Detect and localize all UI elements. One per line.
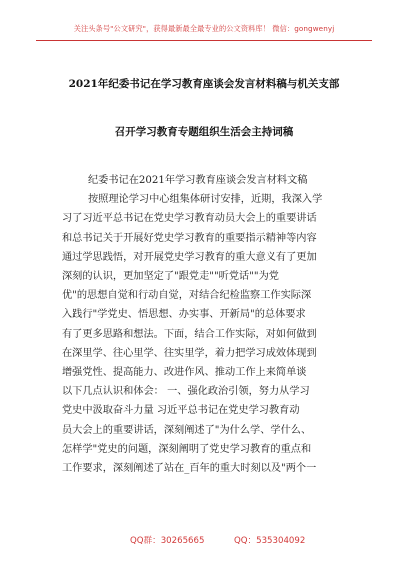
body-line: 以下几点认识和体会： 一、强化政治引领，努力从学习	[62, 386, 310, 398]
body-line: 优"的思想自觉和行动自觉，对结合纪检监察工作实际深	[62, 290, 312, 302]
qq-group-number: QQ群：30265665	[130, 536, 205, 546]
document-title: 2021年纪委书记在学习教育座谈会发言材料稿与机关支部	[68, 78, 340, 90]
body-line: 员大会上的重要讲话，深刻阐述了"为什么学、学什么、	[62, 424, 312, 436]
body-line: 按照理论学习中心组集体研讨安排，近期，我深入学	[88, 194, 323, 206]
body-line: 深刻的认识，更加坚定了"跟党走""听党话""为党	[62, 271, 279, 283]
body-line: 工作要求，深刻阐述了站在_百年的重大时刻以及"两个一	[62, 463, 317, 475]
body-line: 和总书记关于开展好党史学习教育的重要指示精神等内容	[62, 232, 317, 244]
body-line: 纪委书记在2021年学习教育座谈会发言材料文稿	[88, 175, 308, 186]
document-body	[62, 171, 348, 478]
document-subtitle: 召开学习教育专题组织生活会主持词稿	[114, 126, 294, 138]
body-line: 通过学思践悟，对开展党史学习教育的重大意义有了更加	[62, 251, 317, 263]
header-banner: 关注头条号"公文研究"，获得最新最全最专业的公文资料库！ 微信：gongwenyj	[73, 24, 335, 33]
body-line: 习了习近平总书记在党史学习教育动员大会上的重要讲话	[62, 213, 317, 225]
body-line: 增强党性、提高能力、改进作风、推动工作上来简单谈	[62, 367, 307, 379]
body-line: 入践行"学党史、悟思想、办实事、开新局"的总体要求	[62, 309, 306, 321]
qq-number: QQ：535304092	[234, 536, 306, 546]
body-line: 在深里学、往心里学、往实里学，着力把学习成效体现到	[62, 347, 317, 359]
header-divider	[36, 40, 372, 41]
body-line: 有了更多思路和想法。下面，结合工作实际，对如何做到	[62, 328, 317, 340]
body-line: 怎样学"党史的问题，深刻阐明了党史学习教育的重点和	[62, 443, 312, 455]
body-line: 党史中汲取奋斗力量 习近平总书记在党史学习教育动	[62, 405, 300, 417]
